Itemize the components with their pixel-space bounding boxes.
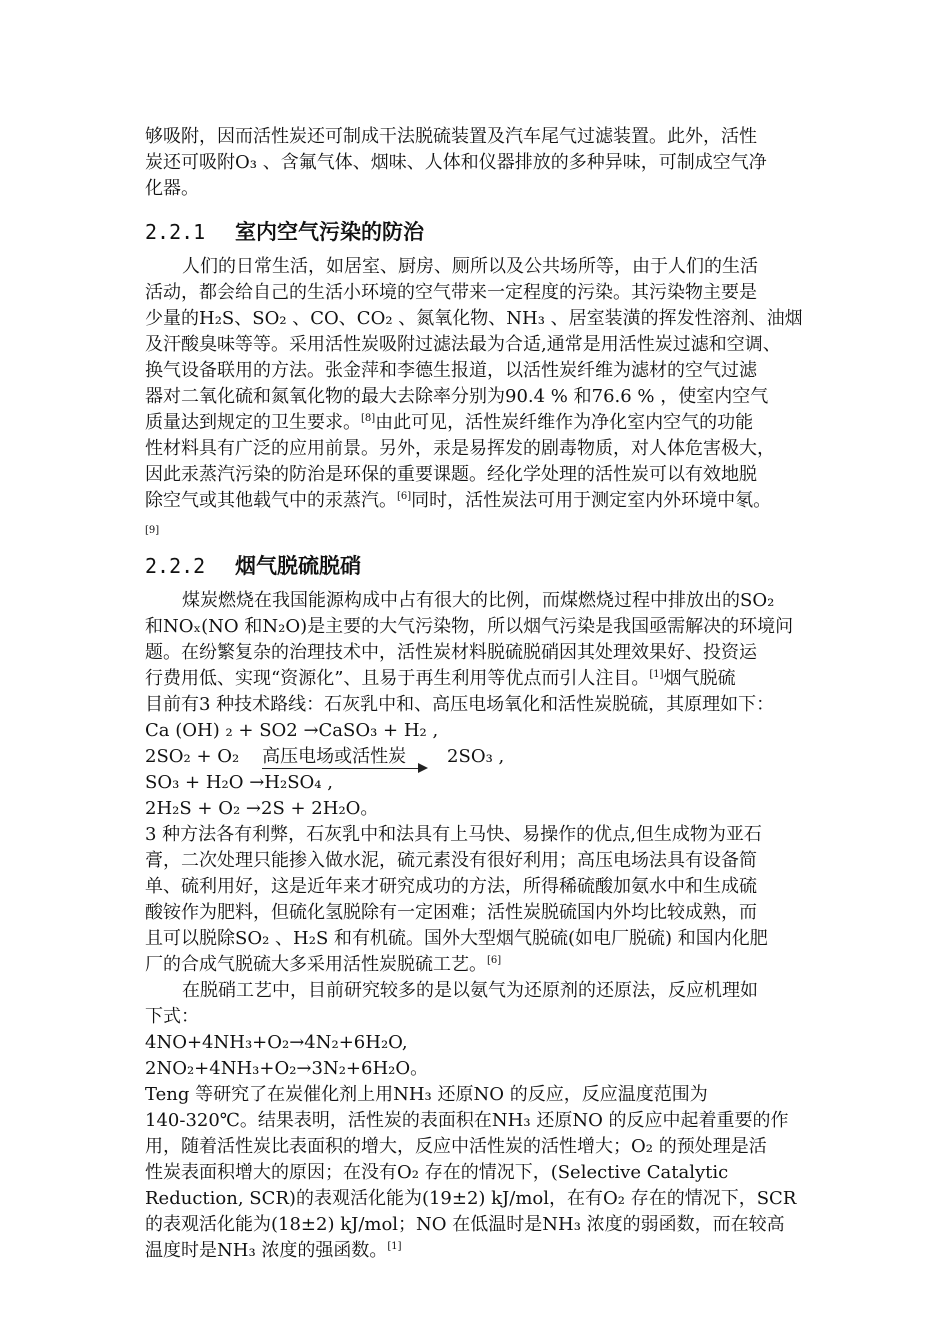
section-title: 烟气脱硫脱硝: [235, 554, 361, 578]
citation-ref: [6]: [487, 955, 502, 966]
text-line: 单、硫利用好，这是近年来才研究成功的方法，所得稀硫酸加氨水中和生成硫: [145, 876, 757, 897]
equation-4: 2H₂S + O₂ →2S + 2H₂O。: [145, 798, 379, 819]
equation-5: 4NO+4NH₃+O₂→4N₂+6H₂O,: [145, 1032, 408, 1053]
indoor-air-paragraph: [145, 254, 810, 540]
text-line: 在脱硝工艺中，目前研究较多的是以氨气为还原剂的还原法，反应机理如: [182, 980, 758, 1001]
citation-ref: [6]: [397, 491, 412, 502]
citation-ref: [9]: [145, 525, 160, 536]
text-line: 性炭表面积增大的原因；在没有O₂ 存在的情况下，(Selective Catalytic: [145, 1162, 729, 1183]
text-span: 行费用低、实现“资源化”、且易于再生利用等优点而引人注目。: [145, 668, 650, 689]
text-span: 烟气脱硫: [663, 668, 736, 689]
text-line: 够吸附，因而活性炭还可制成干法脱硫装置及汽车尾气过滤装置。此外，活性: [145, 126, 757, 147]
text-span: 由此可见，活性炭纤维作为净化室内空气的功能: [375, 412, 754, 433]
section-title: 室内空气污染的防治: [235, 220, 424, 244]
text-line: 用，随着活性炭比表面积的增大，反应中活性炭的活性增大；O₂ 的预处理是活: [145, 1136, 767, 1157]
text-line: 的表观活化能为(18±2) kJ/mol；NO 在低温时是NH₃ 浓度的弱函数，而在较高: [145, 1214, 785, 1235]
text-line: 化器。: [145, 178, 199, 199]
equation-1: Ca (OH) ₂ + SO2 →CaSO₃ + H₂ ,: [145, 720, 439, 741]
text-line: 题。在纷繁复杂的治理技术中，活性炭材料脱硫脱硝因其处理效果好、投资运: [145, 642, 757, 663]
text-line: 膏，二次处理只能掺入做水泥，硫元素没有很好利用；高压电场法具有设备简: [145, 850, 757, 871]
text-span: 厂的合成气脱硫大多采用活性炭脱硫工艺。: [145, 954, 487, 975]
text-line: 活动，都会给自己的生活小环境的空气带来一定程度的污染。其污染物主要是: [145, 282, 757, 303]
text-line: 炭还可吸附O₃ 、含氟气体、烟味、人体和仪器排放的多种异味，可制成空气净: [145, 152, 767, 173]
document-page: [145, 124, 810, 1264]
arrow-head-icon: [418, 763, 428, 773]
text-line: 因此汞蒸汽污染的防治是环保的重要课题。经化学处理的活性炭可以有效地脱: [145, 464, 757, 485]
text-span: 温度时是NH₃ 浓度的强函数。: [145, 1240, 388, 1261]
text-line: [145, 488, 810, 514]
text-line: [145, 410, 810, 436]
equation-6: 2NO₂+4NH₃+O₂→3N₂+6H₂O。: [145, 1058, 429, 1079]
text-line: 酸铵作为肥料，但硫化氢脱除有一定困难；活性炭脱硫国内外均比较成熟，而: [145, 902, 757, 923]
section-number: 2.2.2: [145, 554, 206, 578]
text-span: 同时，活性炭法可用于测定室内外环境中氡。: [411, 490, 772, 511]
text-line: 器对二氧化硫和氮氧化物的最大去除率分别为90.4 % 和76.6 % ，使室内空气: [145, 386, 769, 407]
text-line: 140-320℃。结果表明，活性炭的表面积在NH₃ 还原NO 的反应中起着重要的作: [145, 1110, 789, 1131]
citation-ref: [1]: [387, 1241, 402, 1252]
text-line: 下式：: [145, 1006, 199, 1027]
equation-right: 2SO₃ ,: [447, 746, 505, 767]
text-line: [145, 1238, 810, 1264]
text-line: 和NOₓ(NO 和N₂O)是主要的大气污染物，所以烟气污染是我国亟需解决的环境问: [145, 616, 794, 637]
text-line: 且可以脱除SO₂ 、H₂S 和有机硫。国外大型烟气脱硫(如电厂脱硫) 和国内化肥: [145, 928, 768, 949]
section-heading-2-2-2: [145, 550, 810, 582]
text-line: 3 种方法各有利弊，石灰乳中和法具有上马快、易操作的优点,但生成物为亚石: [145, 824, 762, 845]
flue-gas-paragraph: [145, 588, 810, 1264]
text-line: 及汗酸臭味等等。采用活性炭吸附过滤法最为合适,通常是用活性炭过滤和空调、: [145, 334, 781, 355]
text-line: [145, 666, 810, 692]
text-span: 质量达到规定的卫生要求。: [145, 412, 361, 433]
text-line: [145, 952, 810, 978]
equation-3: SO₃ + H₂O →H₂SO₄ ,: [145, 772, 333, 793]
text-line: 目前有3 种技术路线：石灰乳中和、高压电场氧化和活性炭脱硫，其原理如下：: [145, 694, 775, 715]
text-line: 换气设备联用的方法。张金萍和李德生报道，以活性炭纤维为滤材的空气过滤: [145, 360, 757, 381]
reaction-condition-arrow: [262, 746, 424, 769]
reaction-condition: 高压电场或活性炭: [262, 746, 407, 767]
text-line: 性材料具有广泛的应用前景。另外，汞是易挥发的剧毒物质，对人体危害极大，: [145, 438, 775, 459]
equation-left: 2SO₂ + O₂: [145, 746, 240, 767]
text-line: 人们的日常生活，如居室、厨房、厕所以及公共场所等，由于人们的生活: [182, 256, 758, 277]
section-heading-2-2-1: [145, 216, 810, 248]
text-line: Reduction, SCR)的表观活化能为(19±2) kJ/mol，在有O₂ 存在的情况下，SCR: [145, 1188, 797, 1209]
citation-ref: [1]: [649, 669, 664, 680]
citation-ref: [8]: [361, 413, 376, 424]
text-line: Teng 等研究了在炭催化剂上用NH₃ 还原NO 的反应，反应温度范围为: [145, 1084, 708, 1105]
intro-paragraph: [145, 124, 810, 202]
section-number: 2.2.1: [145, 220, 206, 244]
text-span: 除空气或其他载气中的汞蒸汽。: [145, 490, 397, 511]
text-line: 煤炭燃烧在我国能源构成中占有很大的比例，而煤燃烧过程中排放出的SO₂: [182, 590, 775, 611]
text-line: 少量的H₂S、SO₂ 、CO、CO₂ 、氮氧化物、NH₃ 、居室装潢的挥发性溶剂、油烟: [145, 308, 803, 329]
equation-2: [145, 744, 810, 770]
